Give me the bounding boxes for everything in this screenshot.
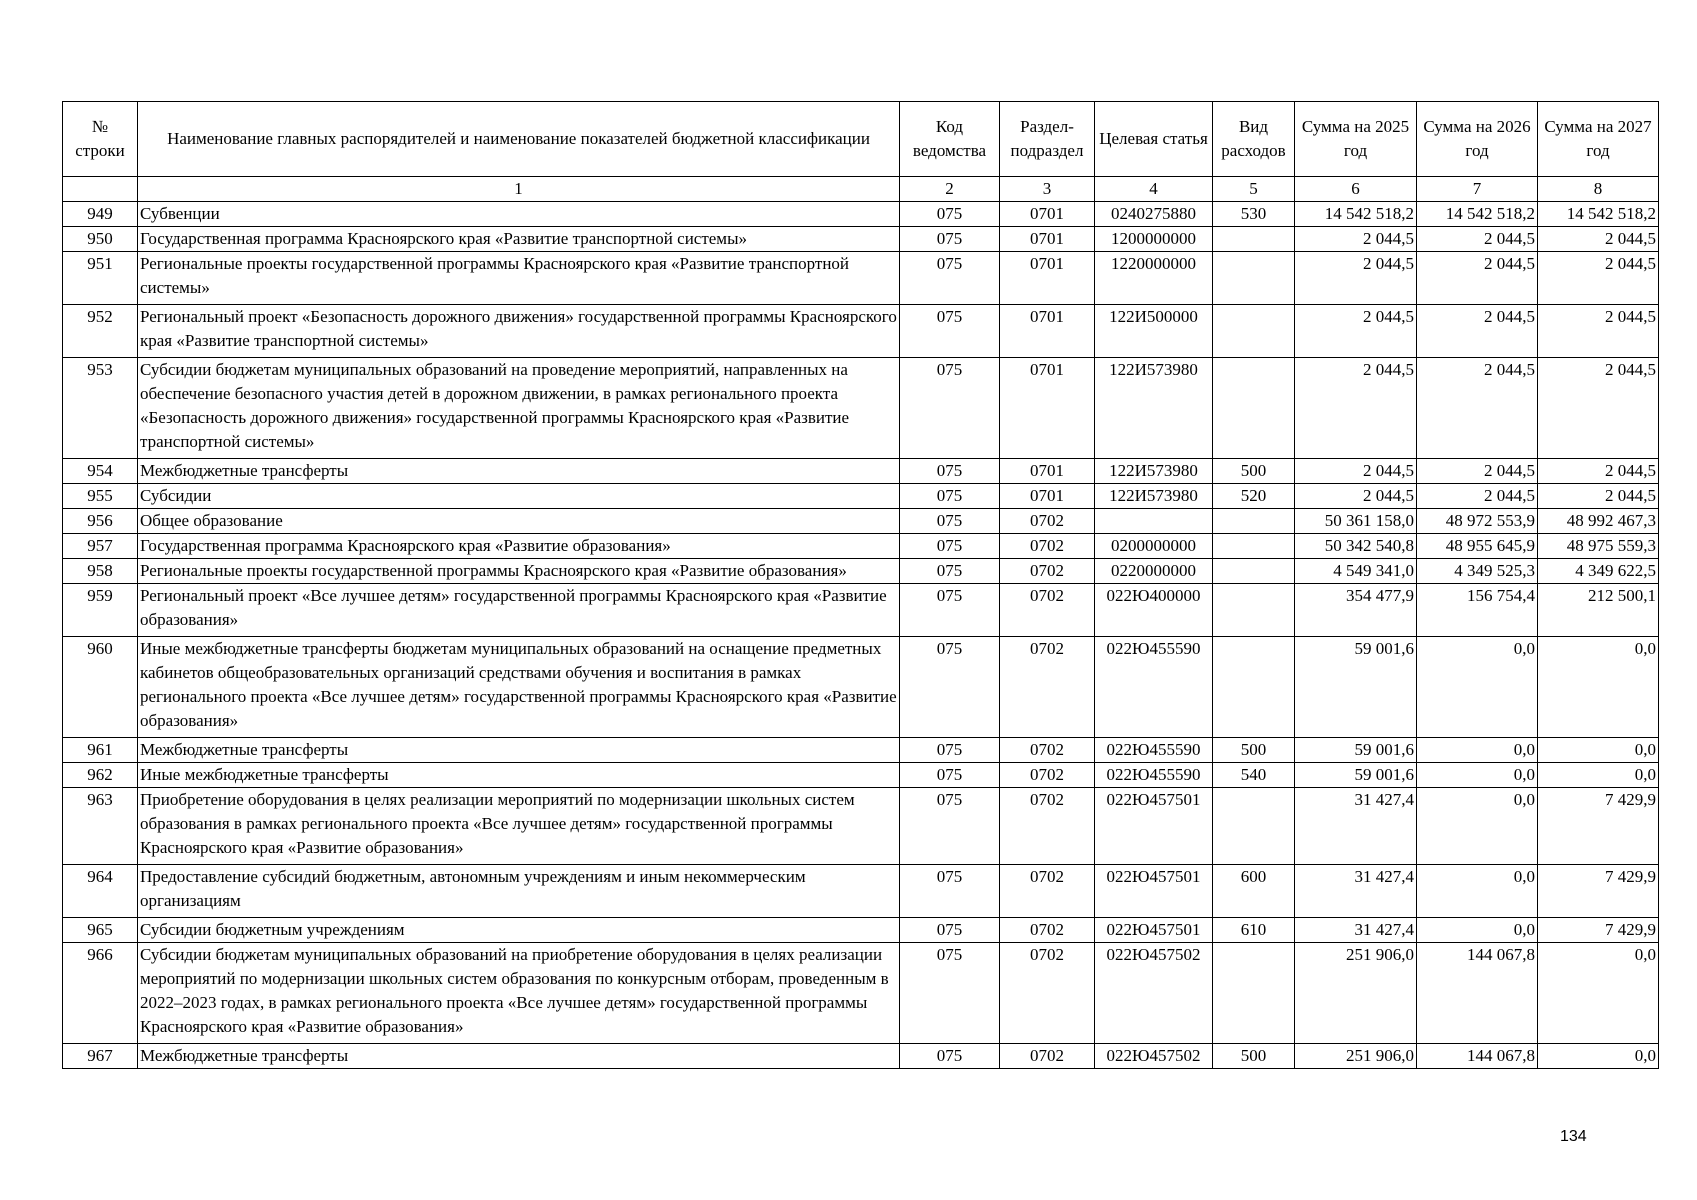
row-number-cell: 955 xyxy=(63,484,138,509)
target-article-cell: 022Ю457501 xyxy=(1095,788,1213,865)
name-cell: Региональный проект «Безопасность дорожного движения» государственной программы Красноярского края «Развитие транспортной системы» xyxy=(138,305,900,358)
section-cell: 0702 xyxy=(1000,918,1095,943)
department-code-cell: 075 xyxy=(900,637,1000,738)
expense-type-cell: 500 xyxy=(1213,1044,1295,1069)
target-article-cell: 022Ю457501 xyxy=(1095,918,1213,943)
sum-2027-cell: 2 044,5 xyxy=(1538,305,1659,358)
expense-type-cell xyxy=(1213,559,1295,584)
target-article-cell: 1220000000 xyxy=(1095,252,1213,305)
section-cell: 0702 xyxy=(1000,763,1095,788)
name-cell: Межбюджетные трансферты xyxy=(138,1044,900,1069)
row-number-cell: 958 xyxy=(63,559,138,584)
sum-2025-cell: 31 427,4 xyxy=(1295,788,1417,865)
name-cell: Предоставление субсидий бюджетным, автономным учреждениям и иным некоммерческим организациям xyxy=(138,865,900,918)
sum-2026-cell: 0,0 xyxy=(1417,918,1538,943)
department-code-cell: 075 xyxy=(900,738,1000,763)
expense-type-cell: 610 xyxy=(1213,918,1295,943)
sum-2025-cell: 59 001,6 xyxy=(1295,738,1417,763)
department-code-cell: 075 xyxy=(900,459,1000,484)
colnum-cell: 7 xyxy=(1417,177,1538,202)
sum-2026-cell: 2 044,5 xyxy=(1417,459,1538,484)
table-row xyxy=(63,358,1659,459)
sum-2025-cell: 2 044,5 xyxy=(1295,227,1417,252)
row-number-cell: 962 xyxy=(63,763,138,788)
section-cell: 0702 xyxy=(1000,509,1095,534)
row-number-cell: 959 xyxy=(63,584,138,637)
name-cell: Региональные проекты государственной программы Красноярского края «Развитие образования» xyxy=(138,559,900,584)
colnum-cell xyxy=(63,177,138,202)
colnum-cell: 8 xyxy=(1538,177,1659,202)
expense-type-cell: 540 xyxy=(1213,763,1295,788)
header-sum-2027: Сумма на 2027 год xyxy=(1538,102,1659,177)
name-cell: Межбюджетные трансферты xyxy=(138,738,900,763)
department-code-cell: 075 xyxy=(900,763,1000,788)
sum-2026-cell: 2 044,5 xyxy=(1417,252,1538,305)
target-article-cell: 122И573980 xyxy=(1095,484,1213,509)
department-code-cell: 075 xyxy=(900,943,1000,1044)
expense-type-cell: 520 xyxy=(1213,484,1295,509)
name-cell: Субсидии бюджетам муниципальных образований на проведение мероприятий, направленных на обеспечение безопасного участия детей в дорожном движении, в рамках регионального проекта «Безопасность дорожного движения» государственной программы Красноярского края «Развитие транспортной системы» xyxy=(138,358,900,459)
section-cell: 0702 xyxy=(1000,738,1095,763)
target-article-cell: 022Ю457501 xyxy=(1095,865,1213,918)
sum-2025-cell: 354 477,9 xyxy=(1295,584,1417,637)
expense-type-cell xyxy=(1213,943,1295,1044)
sum-2025-cell: 2 044,5 xyxy=(1295,358,1417,459)
row-number-cell: 965 xyxy=(63,918,138,943)
table-row xyxy=(63,943,1659,1044)
section-cell: 0702 xyxy=(1000,559,1095,584)
department-code-cell: 075 xyxy=(900,584,1000,637)
row-number-cell: 964 xyxy=(63,865,138,918)
sum-2026-cell: 144 067,8 xyxy=(1417,1044,1538,1069)
header-department-code: Код ведомства xyxy=(900,102,1000,177)
section-cell: 0702 xyxy=(1000,865,1095,918)
department-code-cell: 075 xyxy=(900,865,1000,918)
section-cell: 0702 xyxy=(1000,1044,1095,1069)
sum-2027-cell: 2 044,5 xyxy=(1538,227,1659,252)
column-number-row xyxy=(63,177,1659,202)
target-article-cell: 022Ю455590 xyxy=(1095,738,1213,763)
table-row xyxy=(63,1044,1659,1069)
sum-2025-cell: 2 044,5 xyxy=(1295,305,1417,358)
sum-2026-cell: 4 349 525,3 xyxy=(1417,559,1538,584)
table-row xyxy=(63,865,1659,918)
sum-2027-cell: 14 542 518,2 xyxy=(1538,202,1659,227)
table-row xyxy=(63,918,1659,943)
sum-2027-cell: 48 992 467,3 xyxy=(1538,509,1659,534)
name-cell: Приобретение оборудования в целях реализации мероприятий по модернизации школьных систем образования в рамках регионального проекта «Все лучшее детям» государственной программы Красноярского края «Развитие образования» xyxy=(138,788,900,865)
section-cell: 0701 xyxy=(1000,305,1095,358)
name-cell: Региональные проекты государственной программы Красноярского края «Развитие транспортной системы» xyxy=(138,252,900,305)
table-row xyxy=(63,252,1659,305)
target-article-cell: 122И573980 xyxy=(1095,459,1213,484)
sum-2025-cell: 31 427,4 xyxy=(1295,918,1417,943)
table-row xyxy=(63,202,1659,227)
table-row xyxy=(63,227,1659,252)
colnum-cell: 4 xyxy=(1095,177,1213,202)
target-article-cell: 022Ю457502 xyxy=(1095,943,1213,1044)
table-row xyxy=(63,559,1659,584)
row-number-cell: 967 xyxy=(63,1044,138,1069)
sum-2026-cell: 48 955 645,9 xyxy=(1417,534,1538,559)
header-expense-type: Вид расходов xyxy=(1213,102,1295,177)
department-code-cell: 075 xyxy=(900,534,1000,559)
header-name: Наименование главных распорядителей и наименование показателей бюджетной классификации xyxy=(138,102,900,177)
table-body xyxy=(63,202,1659,1069)
sum-2025-cell: 50 342 540,8 xyxy=(1295,534,1417,559)
expense-type-cell: 500 xyxy=(1213,459,1295,484)
section-cell: 0701 xyxy=(1000,252,1095,305)
sum-2027-cell: 0,0 xyxy=(1538,1044,1659,1069)
target-article-cell: 022Ю455590 xyxy=(1095,763,1213,788)
row-number-cell: 963 xyxy=(63,788,138,865)
header-section: Раздел-подраздел xyxy=(1000,102,1095,177)
expense-type-cell xyxy=(1213,788,1295,865)
colnum-cell: 5 xyxy=(1213,177,1295,202)
sum-2027-cell: 2 044,5 xyxy=(1538,484,1659,509)
sum-2025-cell: 2 044,5 xyxy=(1295,459,1417,484)
department-code-cell: 075 xyxy=(900,252,1000,305)
name-cell: Региональный проект «Все лучшее детям» государственной программы Красноярского края «Развитие образования» xyxy=(138,584,900,637)
sum-2026-cell: 0,0 xyxy=(1417,738,1538,763)
department-code-cell: 075 xyxy=(900,202,1000,227)
expense-type-cell xyxy=(1213,252,1295,305)
section-cell: 0702 xyxy=(1000,584,1095,637)
target-article-cell: 0200000000 xyxy=(1095,534,1213,559)
target-article-cell: 022Ю457502 xyxy=(1095,1044,1213,1069)
sum-2027-cell: 2 044,5 xyxy=(1538,252,1659,305)
table-row xyxy=(63,788,1659,865)
section-cell: 0702 xyxy=(1000,788,1095,865)
sum-2025-cell: 2 044,5 xyxy=(1295,484,1417,509)
name-cell: Государственная программа Красноярского края «Развитие образования» xyxy=(138,534,900,559)
sum-2026-cell: 0,0 xyxy=(1417,637,1538,738)
sum-2025-cell: 59 001,6 xyxy=(1295,637,1417,738)
name-cell: Субвенции xyxy=(138,202,900,227)
table-row xyxy=(63,738,1659,763)
department-code-cell: 075 xyxy=(900,918,1000,943)
name-cell: Субсидии бюджетным учреждениям xyxy=(138,918,900,943)
table-row xyxy=(63,637,1659,738)
sum-2026-cell: 2 044,5 xyxy=(1417,227,1538,252)
name-cell: Субсидии бюджетам муниципальных образований на приобретение оборудования в целях реализации мероприятий по модернизации школьных систем образования по конкурсным отборам, проведенным в 2022–2023 годах, в рамках регионального проекта «Все лучшее детям» государственной программы Красноярского края «Развитие образования» xyxy=(138,943,900,1044)
target-article-cell: 122И500000 xyxy=(1095,305,1213,358)
department-code-cell: 075 xyxy=(900,227,1000,252)
table-row xyxy=(63,305,1659,358)
name-cell: Иные межбюджетные трансферты бюджетам муниципальных образований на оснащение предметных кабинетов общеобразовательных организаций средствами обучения и воспитания в рамках регионального проекта «Все лучшее детям» государственной программы Красноярского края «Развитие образования» xyxy=(138,637,900,738)
table-row xyxy=(63,584,1659,637)
department-code-cell: 075 xyxy=(900,358,1000,459)
name-cell: Государственная программа Красноярского края «Развитие транспортной системы» xyxy=(138,227,900,252)
expense-type-cell xyxy=(1213,227,1295,252)
colnum-cell: 6 xyxy=(1295,177,1417,202)
colnum-cell: 1 xyxy=(138,177,900,202)
name-cell: Иные межбюджетные трансферты xyxy=(138,763,900,788)
table-row xyxy=(63,459,1659,484)
header-target-article: Целевая статья xyxy=(1095,102,1213,177)
expense-type-cell xyxy=(1213,305,1295,358)
department-code-cell: 075 xyxy=(900,509,1000,534)
row-number-cell: 960 xyxy=(63,637,138,738)
expense-type-cell: 600 xyxy=(1213,865,1295,918)
section-cell: 0701 xyxy=(1000,358,1095,459)
section-cell: 0702 xyxy=(1000,943,1095,1044)
name-cell: Межбюджетные трансферты xyxy=(138,459,900,484)
sum-2027-cell: 7 429,9 xyxy=(1538,918,1659,943)
expense-type-cell xyxy=(1213,358,1295,459)
sum-2027-cell: 0,0 xyxy=(1538,943,1659,1044)
sum-2026-cell: 0,0 xyxy=(1417,763,1538,788)
section-cell: 0701 xyxy=(1000,202,1095,227)
sum-2025-cell: 59 001,6 xyxy=(1295,763,1417,788)
section-cell: 0701 xyxy=(1000,227,1095,252)
sum-2025-cell: 2 044,5 xyxy=(1295,252,1417,305)
sum-2027-cell: 0,0 xyxy=(1538,738,1659,763)
target-article-cell: 0240275880 xyxy=(1095,202,1213,227)
sum-2026-cell: 2 044,5 xyxy=(1417,484,1538,509)
sum-2026-cell: 2 044,5 xyxy=(1417,305,1538,358)
sum-2025-cell: 251 906,0 xyxy=(1295,1044,1417,1069)
target-article-cell: 122И573980 xyxy=(1095,358,1213,459)
expense-type-cell: 500 xyxy=(1213,738,1295,763)
row-number-cell: 966 xyxy=(63,943,138,1044)
target-article-cell: 0220000000 xyxy=(1095,559,1213,584)
sum-2027-cell: 0,0 xyxy=(1538,637,1659,738)
table-row xyxy=(63,484,1659,509)
expense-type-cell xyxy=(1213,637,1295,738)
department-code-cell: 075 xyxy=(900,305,1000,358)
name-cell: Общее образование xyxy=(138,509,900,534)
target-article-cell: 1200000000 xyxy=(1095,227,1213,252)
target-article-cell: 022Ю455590 xyxy=(1095,637,1213,738)
colnum-cell: 2 xyxy=(900,177,1000,202)
sum-2027-cell: 7 429,9 xyxy=(1538,865,1659,918)
row-number-cell: 951 xyxy=(63,252,138,305)
sum-2025-cell: 251 906,0 xyxy=(1295,943,1417,1044)
sum-2025-cell: 31 427,4 xyxy=(1295,865,1417,918)
name-cell: Субсидии xyxy=(138,484,900,509)
sum-2025-cell: 4 549 341,0 xyxy=(1295,559,1417,584)
expense-type-cell: 530 xyxy=(1213,202,1295,227)
section-cell: 0702 xyxy=(1000,534,1095,559)
table-header-row xyxy=(63,102,1659,177)
table-row xyxy=(63,534,1659,559)
sum-2027-cell: 4 349 622,5 xyxy=(1538,559,1659,584)
row-number-cell: 954 xyxy=(63,459,138,484)
department-code-cell: 075 xyxy=(900,788,1000,865)
table-row xyxy=(63,509,1659,534)
department-code-cell: 075 xyxy=(900,559,1000,584)
section-cell: 0701 xyxy=(1000,459,1095,484)
sum-2026-cell: 14 542 518,2 xyxy=(1417,202,1538,227)
expense-type-cell xyxy=(1213,584,1295,637)
department-code-cell: 075 xyxy=(900,484,1000,509)
sum-2026-cell: 156 754,4 xyxy=(1417,584,1538,637)
sum-2026-cell: 144 067,8 xyxy=(1417,943,1538,1044)
row-number-cell: 961 xyxy=(63,738,138,763)
sum-2027-cell: 7 429,9 xyxy=(1538,788,1659,865)
page-number: 134 xyxy=(1560,1128,1587,1145)
header-row-number: № строки xyxy=(63,102,138,177)
budget-table xyxy=(62,101,1659,1069)
expense-type-cell xyxy=(1213,509,1295,534)
sum-2026-cell: 48 972 553,9 xyxy=(1417,509,1538,534)
department-code-cell: 075 xyxy=(900,1044,1000,1069)
header-sum-2025: Сумма на 2025 год xyxy=(1295,102,1417,177)
sum-2027-cell: 48 975 559,3 xyxy=(1538,534,1659,559)
sum-2027-cell: 2 044,5 xyxy=(1538,459,1659,484)
row-number-cell: 950 xyxy=(63,227,138,252)
sum-2026-cell: 0,0 xyxy=(1417,788,1538,865)
colnum-cell: 3 xyxy=(1000,177,1095,202)
header-sum-2026: Сумма на 2026 год xyxy=(1417,102,1538,177)
row-number-cell: 956 xyxy=(63,509,138,534)
row-number-cell: 957 xyxy=(63,534,138,559)
sum-2027-cell: 0,0 xyxy=(1538,763,1659,788)
row-number-cell: 949 xyxy=(63,202,138,227)
expense-type-cell xyxy=(1213,534,1295,559)
section-cell: 0702 xyxy=(1000,637,1095,738)
sum-2026-cell: 2 044,5 xyxy=(1417,358,1538,459)
sum-2027-cell: 212 500,1 xyxy=(1538,584,1659,637)
sum-2026-cell: 0,0 xyxy=(1417,865,1538,918)
sum-2027-cell: 2 044,5 xyxy=(1538,358,1659,459)
section-cell: 0701 xyxy=(1000,484,1095,509)
row-number-cell: 952 xyxy=(63,305,138,358)
table-row xyxy=(63,763,1659,788)
sum-2025-cell: 14 542 518,2 xyxy=(1295,202,1417,227)
sum-2025-cell: 50 361 158,0 xyxy=(1295,509,1417,534)
target-article-cell: 022Ю400000 xyxy=(1095,584,1213,637)
row-number-cell: 953 xyxy=(63,358,138,459)
target-article-cell xyxy=(1095,509,1213,534)
